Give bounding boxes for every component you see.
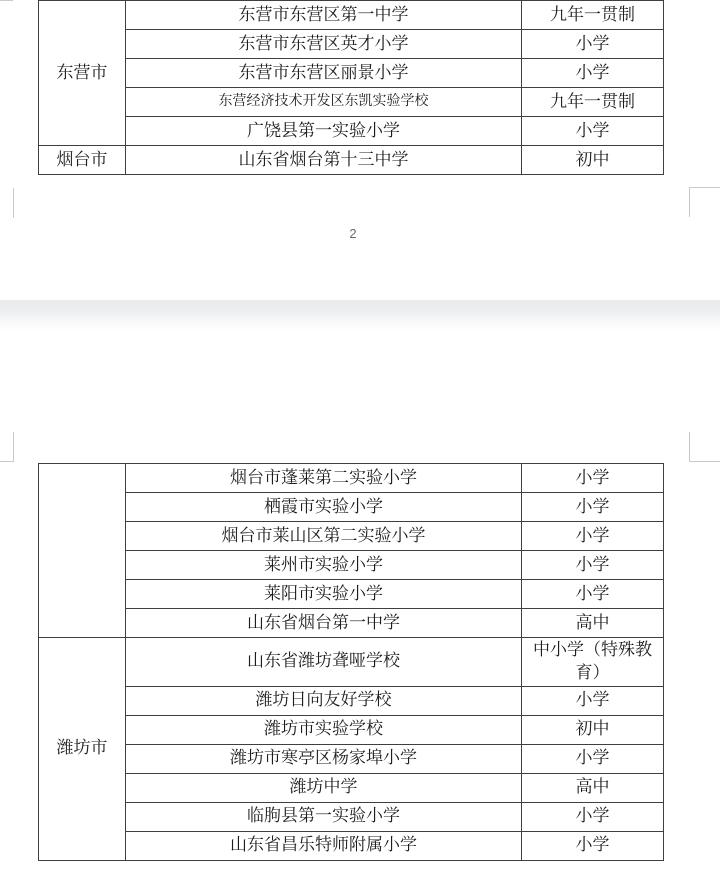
school-type-cell: 小学 — [522, 117, 664, 146]
table-row — [39, 802, 664, 831]
school-name-cell: 莱阳市实验小学 — [126, 580, 522, 609]
page-1 — [0, 0, 720, 300]
table-row — [39, 831, 664, 860]
school-type-cell: 高中 — [522, 609, 664, 638]
school-name-cell: 栖霞市实验小学 — [126, 493, 522, 522]
page-separator — [0, 300, 720, 332]
school-name-cell: 莱州市实验小学 — [126, 551, 522, 580]
table-row — [39, 88, 664, 117]
school-name-cell: 潍坊市实验学校 — [126, 715, 522, 744]
school-name-cell: 山东省潍坊聋哑学校 — [126, 638, 522, 687]
table-row — [39, 117, 664, 146]
school-name-cell: 烟台市蓬莱第二实验小学 — [126, 464, 522, 493]
school-name-cell: 潍坊日向友好学校 — [126, 686, 522, 715]
school-name-cell: 山东省烟台第一中学 — [126, 609, 522, 638]
page-number: 2 — [349, 226, 357, 241]
school-type-cell: 九年一贯制 — [522, 88, 664, 117]
text-boundary-mark — [689, 432, 690, 462]
table-row — [39, 686, 664, 715]
table-row — [39, 551, 664, 580]
school-type-cell: 九年一贯制 — [522, 1, 664, 30]
text-boundary-mark — [13, 432, 14, 462]
table-row — [39, 59, 664, 88]
table-row — [39, 1, 664, 30]
school-type-cell: 初中 — [522, 146, 664, 175]
table-row — [39, 638, 664, 687]
city-cell: 潍坊市 — [39, 638, 126, 861]
school-name-cell: 东营经济技术开发区东凯实验学校 — [126, 88, 522, 117]
school-type-cell: 小学 — [522, 59, 664, 88]
school-name-cell: 东营市东营区第一中学 — [126, 1, 522, 30]
table-row — [39, 464, 664, 493]
page-2 — [0, 332, 720, 869]
school-type-cell: 小学 — [522, 522, 664, 551]
table-row — [39, 744, 664, 773]
school-type-cell: 小学 — [522, 464, 664, 493]
school-type-cell: 初中 — [522, 715, 664, 744]
school-type-cell: 小学 — [522, 551, 664, 580]
school-name-cell: 潍坊市寒亭区杨家埠小学 — [126, 744, 522, 773]
table-row — [39, 715, 664, 744]
table-row — [39, 30, 664, 59]
table-row — [39, 773, 664, 802]
text-boundary-mark — [0, 0, 13, 1]
table-row — [39, 522, 664, 551]
text-boundary-mark — [689, 461, 720, 462]
school-name-cell: 东营市东营区丽景小学 — [126, 59, 522, 88]
city-cell — [39, 464, 126, 638]
text-boundary-mark — [689, 187, 720, 188]
school-type-cell: 小学 — [522, 30, 664, 59]
school-type-cell: 高中 — [522, 773, 664, 802]
text-boundary-mark — [13, 188, 14, 218]
school-table-page-1 — [38, 0, 664, 175]
city-cell: 东营市 — [39, 1, 126, 146]
school-type-cell: 小学 — [522, 831, 664, 860]
school-name-cell: 山东省昌乐特师附属小学 — [126, 831, 522, 860]
table-row — [39, 146, 664, 175]
school-name-cell: 潍坊中学 — [126, 773, 522, 802]
table-row — [39, 609, 664, 638]
table-row — [39, 493, 664, 522]
school-name-cell: 广饶县第一实验小学 — [126, 117, 522, 146]
school-name-cell: 临朐县第一实验小学 — [126, 802, 522, 831]
text-boundary-mark — [0, 461, 13, 462]
school-type-cell: 小学 — [522, 802, 664, 831]
text-boundary-mark — [689, 187, 690, 217]
school-type-cell: 小学 — [522, 580, 664, 609]
school-table-page-2 — [38, 463, 664, 861]
city-cell: 烟台市 — [39, 146, 126, 175]
school-name-cell: 东营市东营区英才小学 — [126, 30, 522, 59]
school-name-cell: 山东省烟台第十三中学 — [126, 146, 522, 175]
table-row — [39, 580, 664, 609]
school-name-cell: 烟台市莱山区第二实验小学 — [126, 522, 522, 551]
school-type-cell: 小学 — [522, 493, 664, 522]
school-type-cell: 小学 — [522, 744, 664, 773]
school-type-cell: 中小学（特殊教育） — [522, 638, 664, 687]
school-type-cell: 小学 — [522, 686, 664, 715]
